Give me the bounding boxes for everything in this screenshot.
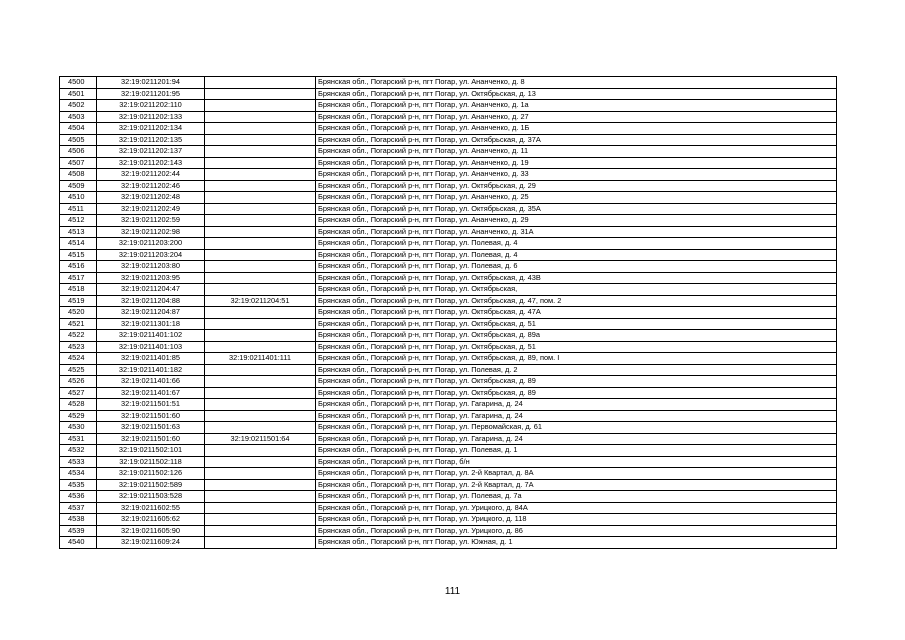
table-row — [60, 376, 837, 388]
address-cell: Брянская обл., Погарский р-н, пгт Погар, ул. Октябрьская, д. 89 — [316, 387, 837, 399]
address-cell: Брянская обл., Погарский р-н, пгт Погар, ул. Ананченко, д. 33 — [316, 169, 837, 181]
table-row — [60, 134, 837, 146]
page-number: 111 — [444, 586, 461, 597]
cadastral-number-cell: 32:19:0211502:589 — [97, 479, 205, 491]
table-row — [60, 111, 837, 123]
table-row — [60, 445, 837, 457]
table-row — [60, 364, 837, 376]
cadastral-number-cell: 32:19:0211501:51 — [97, 399, 205, 411]
table-row — [60, 307, 837, 319]
address-cell: Брянская обл., Погарский р-н, пгт Погар, ул. Октябрьская, — [316, 284, 837, 296]
cadastral-number-cell: 32:19:0211204:87 — [97, 307, 205, 319]
linked-cadastral-number-cell — [205, 238, 316, 250]
address-cell: Брянская обл., Погарский р-н, пгт Погар, ул. Ананченко, д. 29 — [316, 215, 837, 227]
cadastral-number-cell: 32:19:0211501:60 — [97, 410, 205, 422]
row-number-cell: 4502 — [60, 100, 97, 112]
table-row — [60, 203, 837, 215]
linked-cadastral-number-cell — [205, 445, 316, 457]
address-cell: Брянская обл., Погарский р-н, пгт Погар, ул. Полевая, д. 1 — [316, 445, 837, 457]
cadastral-number-cell: 32:19:0211602:55 — [97, 502, 205, 514]
table-row — [60, 261, 837, 273]
linked-cadastral-number-cell — [205, 284, 316, 296]
address-cell: Брянская обл., Погарский р-н, пгт Погар, ул. Гагарина, д. 24 — [316, 433, 837, 445]
address-cell: Брянская обл., Погарский р-н, пгт Погар, ул. Октябрьская, д. 43В — [316, 272, 837, 284]
row-number-cell: 4539 — [60, 525, 97, 537]
address-cell: Брянская обл., Погарский р-н, пгт Погар, ул. Ананченко, д. 8 — [316, 77, 837, 89]
row-number-cell: 4519 — [60, 295, 97, 307]
address-cell: Брянская обл., Погарский р-н, пгт Погар, ул. 2-й Квартал, д. 7А — [316, 479, 837, 491]
address-cell: Брянская обл., Погарский р-н, пгт Погар, ул. Полевая, д. 4 — [316, 249, 837, 261]
row-number-cell: 4500 — [60, 77, 97, 89]
address-cell: Брянская обл., Погарский р-н, пгт Погар, ул. Ананченко, д. 1а — [316, 100, 837, 112]
linked-cadastral-number-cell: 32:19:0211204:51 — [205, 295, 316, 307]
table-row — [60, 456, 837, 468]
linked-cadastral-number-cell — [205, 330, 316, 342]
cadastral-number-cell: 32:19:0211202:48 — [97, 192, 205, 204]
cadastral-number-cell: 32:19:0211202:44 — [97, 169, 205, 181]
address-cell: Брянская обл., Погарский р-н, пгт Погар, ул. Урицкого, д. 86 — [316, 525, 837, 537]
row-number-cell: 4540 — [60, 537, 97, 549]
row-number-cell: 4528 — [60, 399, 97, 411]
linked-cadastral-number-cell — [205, 272, 316, 284]
linked-cadastral-number-cell — [205, 192, 316, 204]
table-row — [60, 215, 837, 227]
linked-cadastral-number-cell — [205, 376, 316, 388]
registry-table-body — [60, 77, 837, 549]
cadastral-number-cell: 32:19:0211202:46 — [97, 180, 205, 192]
cadastral-number-cell: 32:19:0211202:135 — [97, 134, 205, 146]
address-cell: Брянская обл., Погарский р-н, пгт Погар, ул. Ананченко, д. 27 — [316, 111, 837, 123]
table-row — [60, 123, 837, 135]
linked-cadastral-number-cell — [205, 226, 316, 238]
row-number-cell: 4505 — [60, 134, 97, 146]
linked-cadastral-number-cell — [205, 525, 316, 537]
address-cell: Брянская обл., Погарский р-н, пгт Погар, ул. Урицкого, д. 118 — [316, 514, 837, 526]
linked-cadastral-number-cell — [205, 468, 316, 480]
cadastral-number-cell: 32:19:0211401:182 — [97, 364, 205, 376]
address-cell: Брянская обл., Погарский р-н, пгт Погар, ул. Октябрьская, д. 51 — [316, 341, 837, 353]
cadastral-number-cell: 32:19:0211502:118 — [97, 456, 205, 468]
row-number-cell: 4509 — [60, 180, 97, 192]
row-number-cell: 4532 — [60, 445, 97, 457]
row-number-cell: 4526 — [60, 376, 97, 388]
row-number-cell: 4523 — [60, 341, 97, 353]
address-cell: Брянская обл., Погарский р-н, пгт Погар, ул. Октябрьская, д. 89, пом. I — [316, 353, 837, 365]
table-row — [60, 330, 837, 342]
cadastral-number-cell: 32:19:0211204:47 — [97, 284, 205, 296]
address-cell: Брянская обл., Погарский р-н, пгт Погар, ул. Октябрьская, д. 47А — [316, 307, 837, 319]
row-number-cell: 4507 — [60, 157, 97, 169]
row-number-cell: 4521 — [60, 318, 97, 330]
address-cell: Брянская обл., Погарский р-н, пгт Погар, ул. Октябрьская, д. 37А — [316, 134, 837, 146]
linked-cadastral-number-cell — [205, 261, 316, 273]
linked-cadastral-number-cell: 32:19:0211401:111 — [205, 353, 316, 365]
table-row — [60, 318, 837, 330]
linked-cadastral-number-cell — [205, 77, 316, 89]
address-cell: Брянская обл., Погарский р-н, пгт Погар, ул. Полевая, д. 6 — [316, 261, 837, 273]
cadastral-number-cell: 32:19:0211203:80 — [97, 261, 205, 273]
cadastral-number-cell: 32:19:0211401:85 — [97, 353, 205, 365]
table-row — [60, 514, 837, 526]
linked-cadastral-number-cell — [205, 123, 316, 135]
address-cell: Брянская обл., Погарский р-н, пгт Погар, ул. Октябрьская, д. 29 — [316, 180, 837, 192]
cadastral-number-cell: 32:19:0211401:102 — [97, 330, 205, 342]
row-number-cell: 4508 — [60, 169, 97, 181]
row-number-cell: 4530 — [60, 422, 97, 434]
address-cell: Брянская обл., Погарский р-н, пгт Погар, ул. Октябрьская, д. 47, пом. 2 — [316, 295, 837, 307]
row-number-cell: 4538 — [60, 514, 97, 526]
cadastral-number-cell: 32:19:0211301:18 — [97, 318, 205, 330]
cadastral-number-cell: 32:19:0211401:103 — [97, 341, 205, 353]
row-number-cell: 4525 — [60, 364, 97, 376]
linked-cadastral-number-cell — [205, 341, 316, 353]
cadastral-number-cell: 32:19:0211401:66 — [97, 376, 205, 388]
table-row — [60, 433, 837, 445]
cadastral-number-cell: 32:19:0211202:133 — [97, 111, 205, 123]
address-cell: Брянская обл., Погарский р-н, пгт Погар, ул. Южная, д. 1 — [316, 537, 837, 549]
cadastral-number-cell: 32:19:0211605:90 — [97, 525, 205, 537]
address-cell: Брянская обл., Погарский р-н, пгт Погар, ул. Ананченко, д. 1Б — [316, 123, 837, 135]
cadastral-number-cell: 32:19:0211202:49 — [97, 203, 205, 215]
row-number-cell: 4516 — [60, 261, 97, 273]
address-cell: Брянская обл., Погарский р-н, пгт Погар, ул. Октябрьская, д. 13 — [316, 88, 837, 100]
linked-cadastral-number-cell — [205, 410, 316, 422]
row-number-cell: 4524 — [60, 353, 97, 365]
table-row — [60, 272, 837, 284]
cadastral-number-cell: 32:19:0211202:98 — [97, 226, 205, 238]
row-number-cell: 4512 — [60, 215, 97, 227]
row-number-cell: 4534 — [60, 468, 97, 480]
table-row — [60, 353, 837, 365]
row-number-cell: 4517 — [60, 272, 97, 284]
cadastral-number-cell: 32:19:0211605:62 — [97, 514, 205, 526]
cadastral-number-cell: 32:19:0211502:126 — [97, 468, 205, 480]
linked-cadastral-number-cell: 32:19:0211501:64 — [205, 433, 316, 445]
linked-cadastral-number-cell — [205, 514, 316, 526]
address-cell: Брянская обл., Погарский р-н, пгт Погар, ул. Октябрьская, д. 51 — [316, 318, 837, 330]
table-row — [60, 100, 837, 112]
table-row — [60, 249, 837, 261]
table-row — [60, 180, 837, 192]
address-cell: Брянская обл., Погарский р-н, пгт Погар, ул. Октябрьская, д. 35А — [316, 203, 837, 215]
table-row — [60, 77, 837, 89]
table-row — [60, 537, 837, 549]
table-row — [60, 387, 837, 399]
cadastral-number-cell: 32:19:0211502:101 — [97, 445, 205, 457]
linked-cadastral-number-cell — [205, 88, 316, 100]
cadastral-number-cell: 32:19:0211201:94 — [97, 77, 205, 89]
linked-cadastral-number-cell — [205, 307, 316, 319]
address-cell: Брянская обл., Погарский р-н, пгт Погар, б/н — [316, 456, 837, 468]
cadastral-number-cell: 32:19:0211501:63 — [97, 422, 205, 434]
linked-cadastral-number-cell — [205, 134, 316, 146]
cadastral-number-cell: 32:19:0211204:88 — [97, 295, 205, 307]
table-row — [60, 192, 837, 204]
address-cell: Брянская обл., Погарский р-н, пгт Погар, ул. Полевая, д. 4 — [316, 238, 837, 250]
row-number-cell: 4504 — [60, 123, 97, 135]
table-row — [60, 226, 837, 238]
table-row — [60, 88, 837, 100]
address-cell: Брянская обл., Погарский р-н, пгт Погар, ул. Ананченко, д. 19 — [316, 157, 837, 169]
linked-cadastral-number-cell — [205, 203, 316, 215]
row-number-cell: 4536 — [60, 491, 97, 503]
address-cell: Брянская обл., Погарский р-н, пгт Погар, ул. Гагарина, д. 24 — [316, 410, 837, 422]
row-number-cell: 4533 — [60, 456, 97, 468]
linked-cadastral-number-cell — [205, 537, 316, 549]
row-number-cell: 4501 — [60, 88, 97, 100]
address-cell: Брянская обл., Погарский р-н, пгт Погар, ул. Гагарина, д. 24 — [316, 399, 837, 411]
cadastral-number-cell: 32:19:0211503:528 — [97, 491, 205, 503]
cadastral-number-cell: 32:19:0211202:134 — [97, 123, 205, 135]
registry-table — [59, 76, 837, 549]
row-number-cell: 4503 — [60, 111, 97, 123]
row-number-cell: 4520 — [60, 307, 97, 319]
address-cell: Брянская обл., Погарский р-н, пгт Погар, ул. Октябрьская, д. 89 — [316, 376, 837, 388]
row-number-cell: 4513 — [60, 226, 97, 238]
linked-cadastral-number-cell — [205, 157, 316, 169]
cadastral-number-cell: 32:19:0211203:200 — [97, 238, 205, 250]
address-cell: Брянская обл., Погарский р-н, пгт Погар, ул. Ананченко, д. 31А — [316, 226, 837, 238]
linked-cadastral-number-cell — [205, 479, 316, 491]
address-cell: Брянская обл., Погарский р-н, пгт Погар, ул. Октябрьская, д. 89а — [316, 330, 837, 342]
cadastral-number-cell: 32:19:0211201:95 — [97, 88, 205, 100]
row-number-cell: 4518 — [60, 284, 97, 296]
cadastral-number-cell: 32:19:0211203:204 — [97, 249, 205, 261]
row-number-cell: 4511 — [60, 203, 97, 215]
linked-cadastral-number-cell — [205, 364, 316, 376]
table-row — [60, 169, 837, 181]
row-number-cell: 4510 — [60, 192, 97, 204]
linked-cadastral-number-cell — [205, 318, 316, 330]
address-cell: Брянская обл., Погарский р-н, пгт Погар, ул. Ананченко, д. 11 — [316, 146, 837, 158]
row-number-cell: 4515 — [60, 249, 97, 261]
cadastral-number-cell: 32:19:0211203:95 — [97, 272, 205, 284]
cadastral-number-cell: 32:19:0211202:143 — [97, 157, 205, 169]
table-row — [60, 341, 837, 353]
address-cell: Брянская обл., Погарский р-н, пгт Погар, ул. Полевая, д. 2 — [316, 364, 837, 376]
linked-cadastral-number-cell — [205, 399, 316, 411]
row-number-cell: 4506 — [60, 146, 97, 158]
table-row — [60, 468, 837, 480]
row-number-cell: 4537 — [60, 502, 97, 514]
linked-cadastral-number-cell — [205, 387, 316, 399]
cadastral-number-cell: 32:19:0211501:60 — [97, 433, 205, 445]
row-number-cell: 4529 — [60, 410, 97, 422]
linked-cadastral-number-cell — [205, 422, 316, 434]
row-number-cell: 4535 — [60, 479, 97, 491]
linked-cadastral-number-cell — [205, 215, 316, 227]
row-number-cell: 4522 — [60, 330, 97, 342]
table-row — [60, 238, 837, 250]
cadastral-number-cell: 32:19:0211401:67 — [97, 387, 205, 399]
table-row — [60, 502, 837, 514]
row-number-cell: 4514 — [60, 238, 97, 250]
table-row — [60, 295, 837, 307]
address-cell: Брянская обл., Погарский р-н, пгт Погар, ул. Ананченко, д. 25 — [316, 192, 837, 204]
linked-cadastral-number-cell — [205, 491, 316, 503]
table-row — [60, 157, 837, 169]
table-row — [60, 284, 837, 296]
linked-cadastral-number-cell — [205, 456, 316, 468]
linked-cadastral-number-cell — [205, 146, 316, 158]
table-row — [60, 399, 837, 411]
linked-cadastral-number-cell — [205, 249, 316, 261]
row-number-cell: 4531 — [60, 433, 97, 445]
address-cell: Брянская обл., Погарский р-н, пгт Погар, ул. Полевая, д. 7а — [316, 491, 837, 503]
table-row — [60, 479, 837, 491]
address-cell: Брянская обл., Погарский р-н, пгт Погар, ул. 2-й Квартал, д. 8А — [316, 468, 837, 480]
linked-cadastral-number-cell — [205, 180, 316, 192]
table-row — [60, 422, 837, 434]
table-row — [60, 491, 837, 503]
cadastral-number-cell: 32:19:0211609:24 — [97, 537, 205, 549]
linked-cadastral-number-cell — [205, 169, 316, 181]
address-cell: Брянская обл., Погарский р-н, пгт Погар, ул. Урицкого, д. 84А — [316, 502, 837, 514]
cadastral-number-cell: 32:19:0211202:110 — [97, 100, 205, 112]
table-row — [60, 146, 837, 158]
cadastral-number-cell: 32:19:0211202:137 — [97, 146, 205, 158]
address-cell: Брянская обл., Погарский р-н, пгт Погар, ул. Первомайская, д. 61 — [316, 422, 837, 434]
row-number-cell: 4527 — [60, 387, 97, 399]
linked-cadastral-number-cell — [205, 502, 316, 514]
cadastral-number-cell: 32:19:0211202:59 — [97, 215, 205, 227]
table-row — [60, 525, 837, 537]
linked-cadastral-number-cell — [205, 100, 316, 112]
table-row — [60, 410, 837, 422]
linked-cadastral-number-cell — [205, 111, 316, 123]
